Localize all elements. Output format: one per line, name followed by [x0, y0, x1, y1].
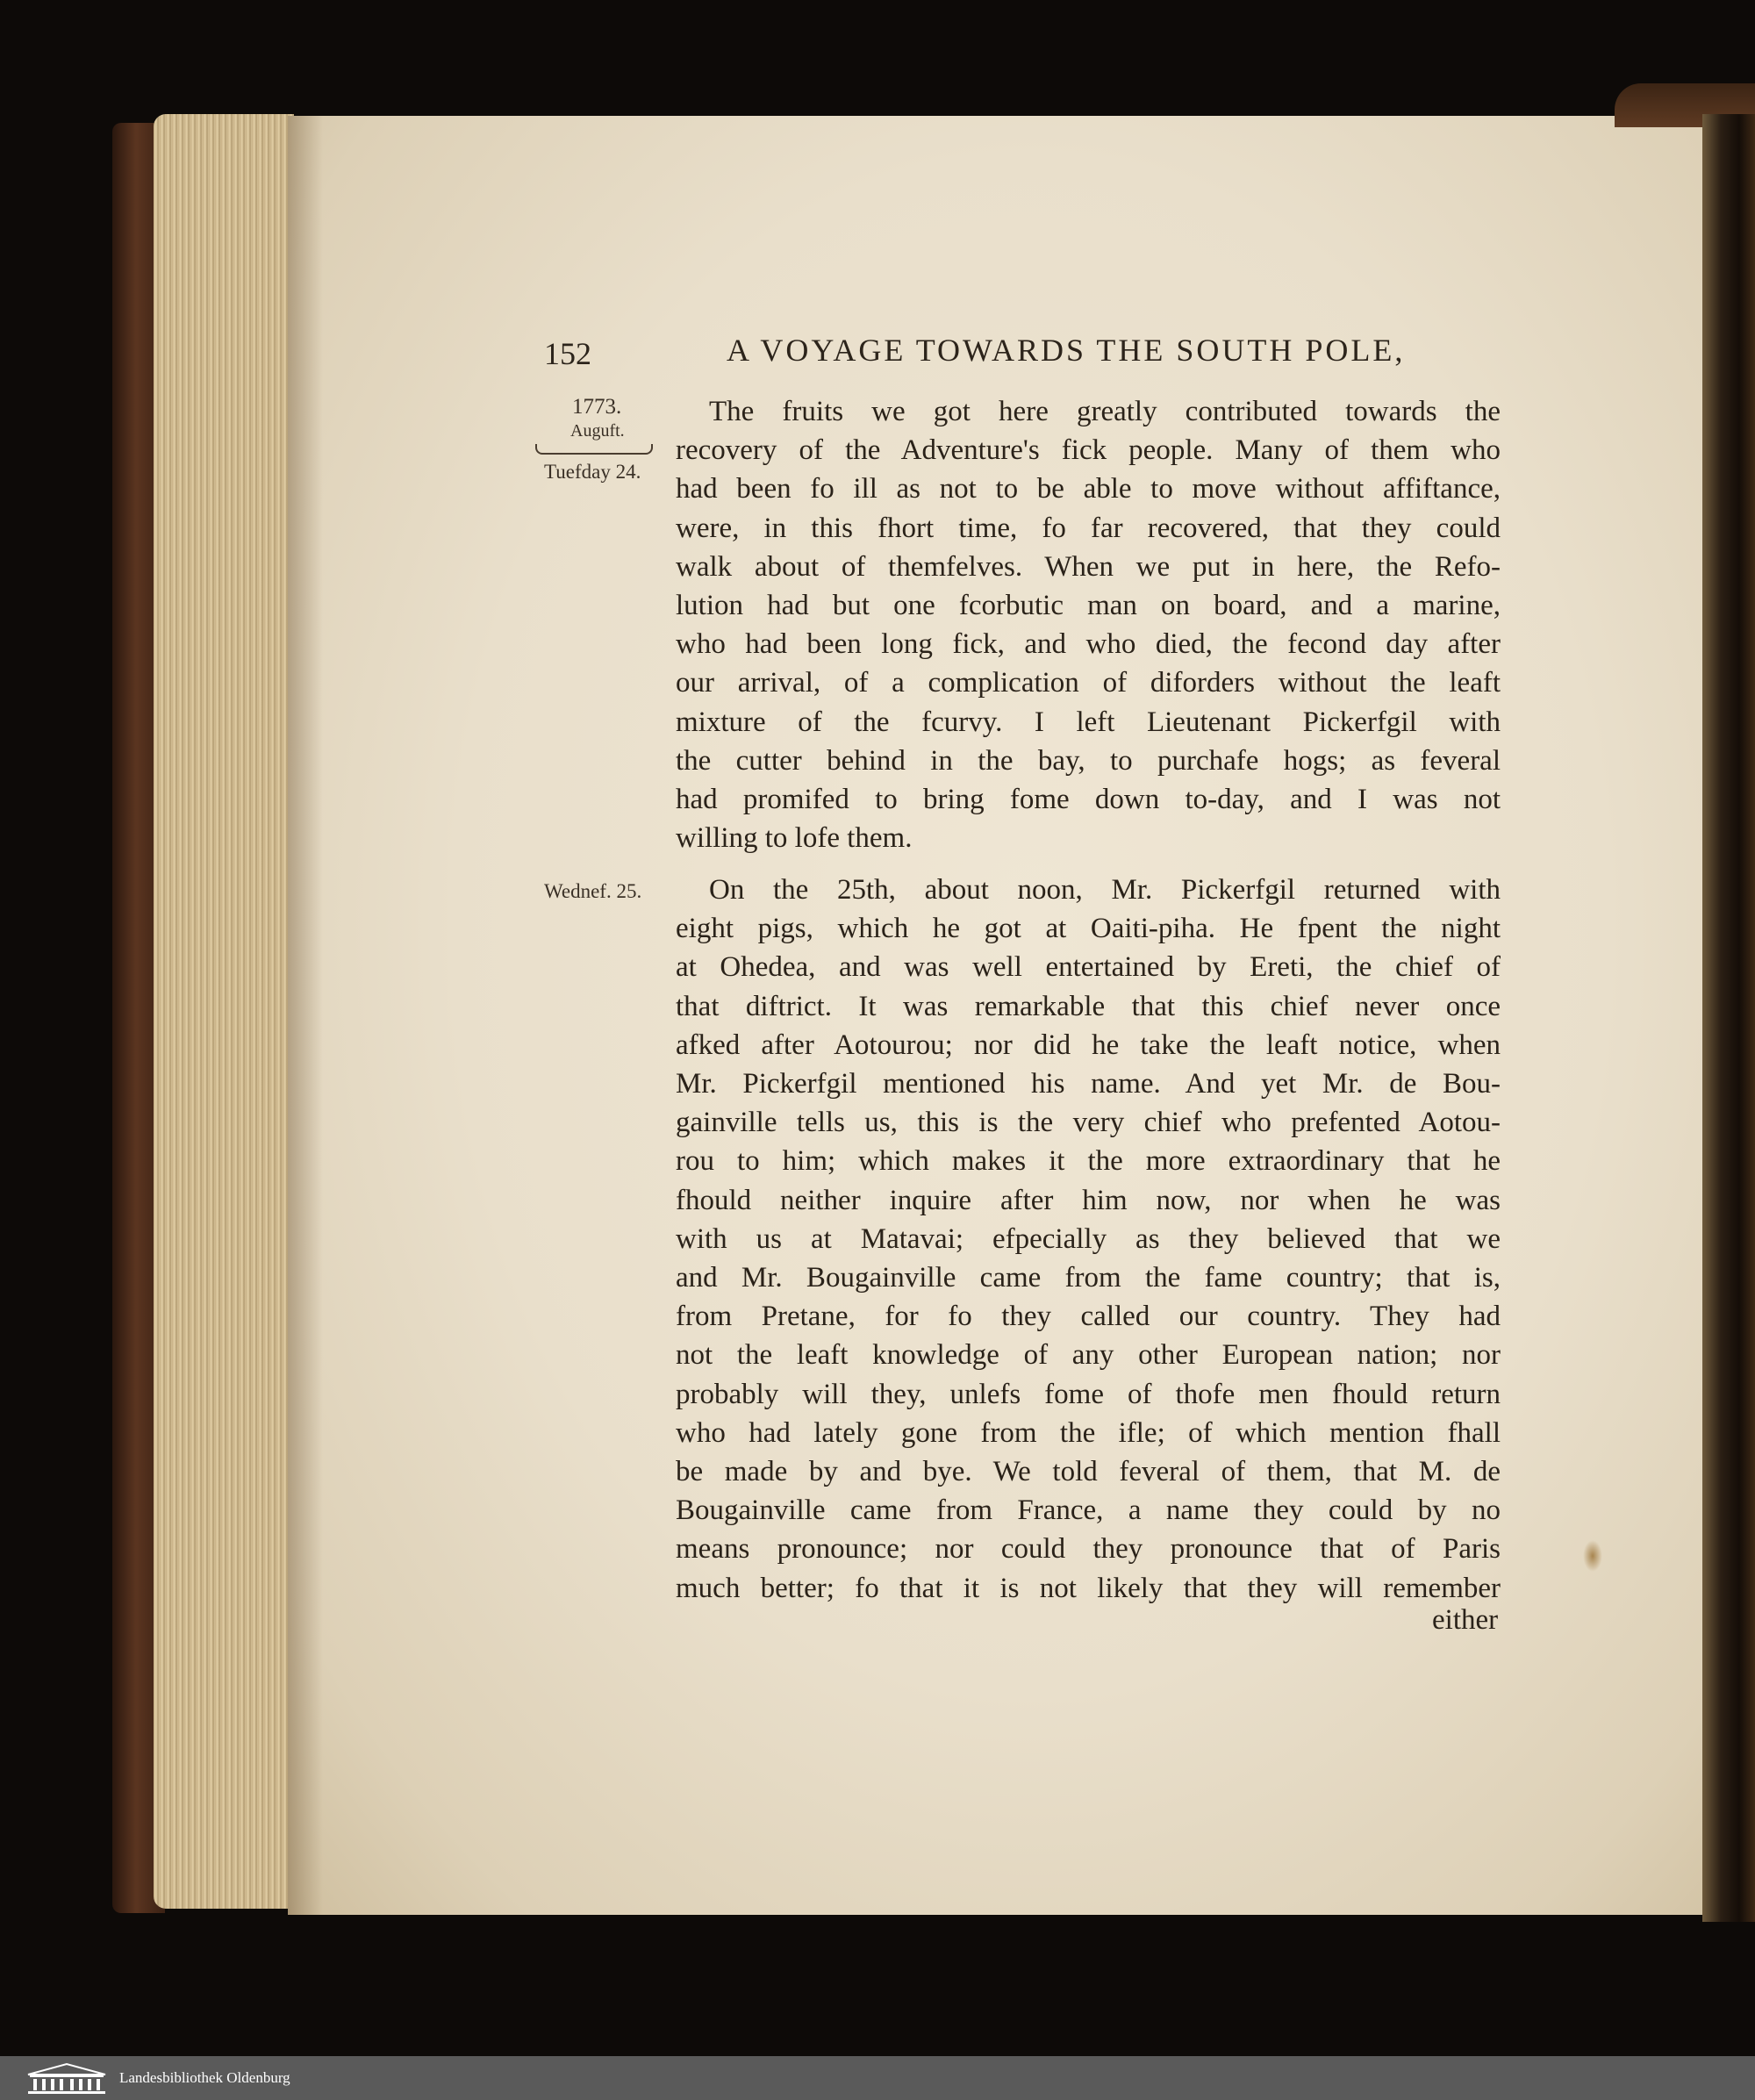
page-shadow	[288, 116, 323, 1915]
text-line: be made by and bye. We told feveral of them, that M. de	[676, 1456, 1501, 1488]
text-line: the cutter behind in the bay, to purchafe hogs; as feveral	[676, 744, 1501, 777]
text-line: recovery of the Adventure's fick people. Many of them who	[676, 434, 1501, 467]
text-line: On the 25th, about noon, Mr. Pickerfgil returned with	[709, 874, 1501, 906]
margin-month: Auguft.	[570, 421, 625, 441]
text-line: probably will they, unlefs fome of thofe men fhould return	[676, 1378, 1501, 1410]
text-line: were, in this fhort time, fo far recovered, that they could	[676, 512, 1501, 544]
text-line: and Mr. Bougainville came from the fame country; that is,	[676, 1262, 1501, 1294]
paragraph-2	[676, 871, 1501, 1608]
text-line: fhould neither inquire after him now, nor when he was	[676, 1184, 1501, 1216]
text-line: our arrival, of a complication of diforders without the leaft	[676, 667, 1501, 699]
text-line: that diftrict. It was remarkable that this chief never once	[676, 990, 1501, 1022]
text-line: willing to lofe them.	[676, 822, 913, 855]
text-line: had been fo ill as not to be able to move without affiftance,	[676, 473, 1501, 505]
text-line: had promifed to bring fome down to-day, and I was not	[676, 784, 1501, 816]
library-name: Landesbibliothek Oldenburg	[119, 2069, 290, 2086]
text-line: gainville tells us, this is the very chief who prefented Aotou-	[676, 1107, 1501, 1139]
margin-brace	[535, 444, 653, 455]
text-line: eight pigs, which he got at Oaiti-piha. He fpent the night	[676, 913, 1501, 945]
text-line: much better; fo that it is not likely that they will remember	[676, 1572, 1501, 1604]
text-line: walk about of themfelves. When we put in here, the Refo-	[676, 550, 1501, 583]
page-number: 152	[544, 336, 591, 371]
text-line: Mr. Pickerfgil mentioned his name. And yet Mr. de Bou-	[676, 1068, 1501, 1100]
running-title: A VOYAGE TOWARDS THE SOUTH POLE,	[727, 333, 1406, 368]
text-line: with us at Matavai; efpecially as they believed that we	[676, 1222, 1501, 1255]
margin-date-tuesday: Tuefday 24.	[544, 461, 641, 483]
text-line: The fruits we got here greatly contributed towards the	[709, 396, 1501, 427]
margin-year: 1773.	[572, 395, 622, 419]
text-line: means pronounce; nor could they pronounce that of Paris	[676, 1533, 1501, 1566]
text-line: who had lately gone from the ifle; of which mention fhall	[676, 1416, 1501, 1449]
paragraph-1	[676, 392, 1501, 857]
text-line: from Pretane, for fo they called our country. They had	[676, 1301, 1501, 1333]
page-stain	[1583, 1540, 1602, 1572]
text-line: afked after Aotourou; nor did he take the leaft notice, when	[676, 1028, 1501, 1061]
margin-date-wednesday: Wednef. 25.	[544, 880, 642, 902]
library-building-icon	[25, 2061, 109, 2096]
text-line: mixture of the fcurvy. I left Lieutenant Pickerfgil with	[676, 706, 1501, 738]
library-footer	[0, 2056, 1755, 2100]
text-line: not the leaft knowledge of any other European nation; nor	[676, 1339, 1501, 1372]
text-line: rou to him; which makes it the more extraordinary that he	[676, 1145, 1501, 1178]
page-edges	[154, 114, 294, 1909]
book-gutter	[1702, 114, 1755, 1922]
catchword: either	[1432, 1604, 1499, 1636]
text-line: who had been long fick, and who died, the fecond day after	[676, 628, 1501, 661]
text-line: lution had but one fcorbutic man on board, and a marine,	[676, 590, 1501, 622]
text-line: at Ohedea, and was well entertained by Ereti, the chief of	[676, 951, 1501, 984]
text-line: Bougainville came from France, a name they could by no	[676, 1494, 1501, 1527]
